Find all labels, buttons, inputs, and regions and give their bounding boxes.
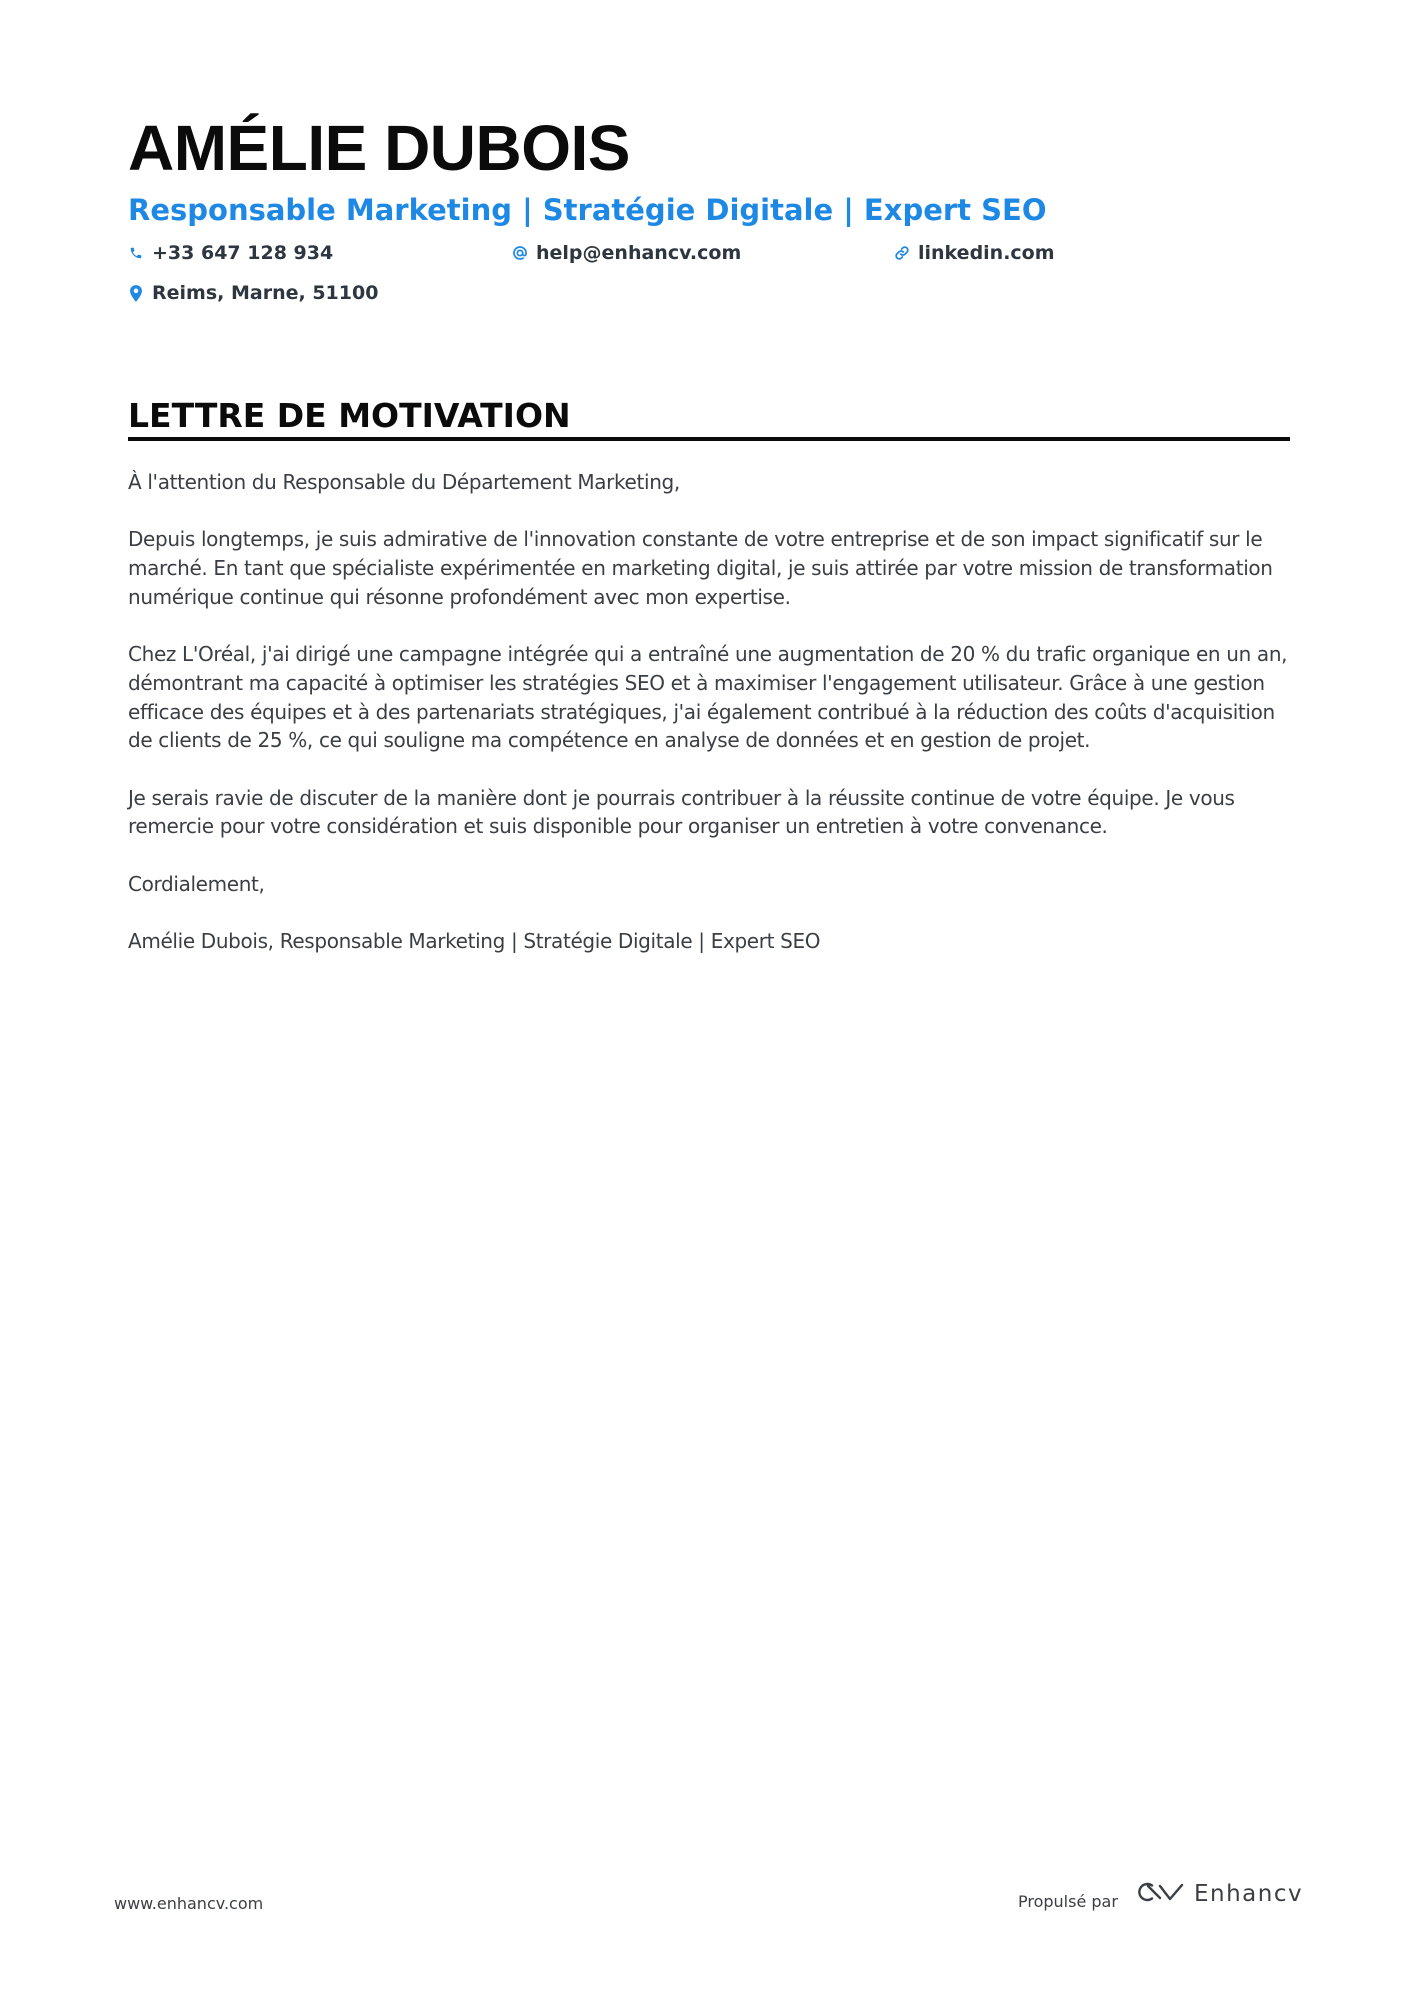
- contact-website[interactable]: [894, 242, 1055, 264]
- enhancv-logo[interactable]: [1138, 1880, 1303, 1908]
- letter-paragraph: Depuis longtemps, je suis admirative de l'innovation constante de votre entreprise et de son impact significatif sur le marché. En tant que spécialiste expérimentée en marketing digital, je suis attirée par votre mission de transformation numérique continue qui résonne profondément avec mon expertise.: [128, 527, 1273, 609]
- enhancv-logo-icon: [1138, 1880, 1184, 1908]
- link-icon: [894, 243, 910, 263]
- contact-email[interactable]: [512, 242, 741, 264]
- website-text: linkedin.com: [918, 242, 1055, 264]
- footer-powered-by: Propulsé par: [1018, 1892, 1118, 1911]
- letter-signature: Amélie Dubois, Responsable Marketing | Stratégie Digitale | Expert SEO: [128, 928, 821, 953]
- letter-body: [128, 468, 1292, 984]
- location-text: Reims, Marne, 51100: [152, 282, 379, 304]
- map-pin-icon: [128, 283, 144, 303]
- phone-text: +33 647 128 934: [152, 242, 334, 264]
- letter-paragraph: Je serais ravie de discuter de la manière dont je pourrais contribuer à la réussite continue de votre équipe. Je vous remercie pour votre considération et suis disponible pour organiser un entretien à votre convenance.: [128, 785, 1235, 839]
- enhancv-brand-text: Enhancv: [1194, 1881, 1304, 1907]
- section-title: LETTRE DE MOTIVATION: [128, 396, 571, 435]
- section-divider: [128, 437, 1290, 441]
- letter-salutation: À l'attention du Responsable du Département Marketing,: [128, 470, 680, 494]
- candidate-headline: Responsable Marketing | Stratégie Digitale | Expert SEO: [128, 193, 1047, 227]
- candidate-name: AMÉLIE DUBOIS: [128, 112, 630, 184]
- contact-phone[interactable]: [128, 242, 333, 264]
- phone-icon: [128, 243, 144, 263]
- letter-closing: Cordialement,: [128, 871, 265, 896]
- contact-location: [128, 282, 378, 304]
- letter-paragraph: Chez L'Oréal, j'ai dirigé une campagne intégrée qui a entraîné une augmentation de 20 % du trafic organique en un an, démontrant ma capacité à optimiser les stratégies SEO et à maximiser l'engagement utilisateur. Grâce à une gestion efficace des équipes et à des partenariats stratégiques, j'ai également contribué à la réduction des coûts d'acquisition de clients de 25 %, ce qui souligne ma compétence en analyse de données et en gestion de projet.: [128, 641, 1288, 753]
- email-text: help@enhancv.com: [536, 242, 742, 264]
- footer-url[interactable]: www.enhancv.com: [114, 1894, 264, 1913]
- at-icon: [512, 243, 528, 263]
